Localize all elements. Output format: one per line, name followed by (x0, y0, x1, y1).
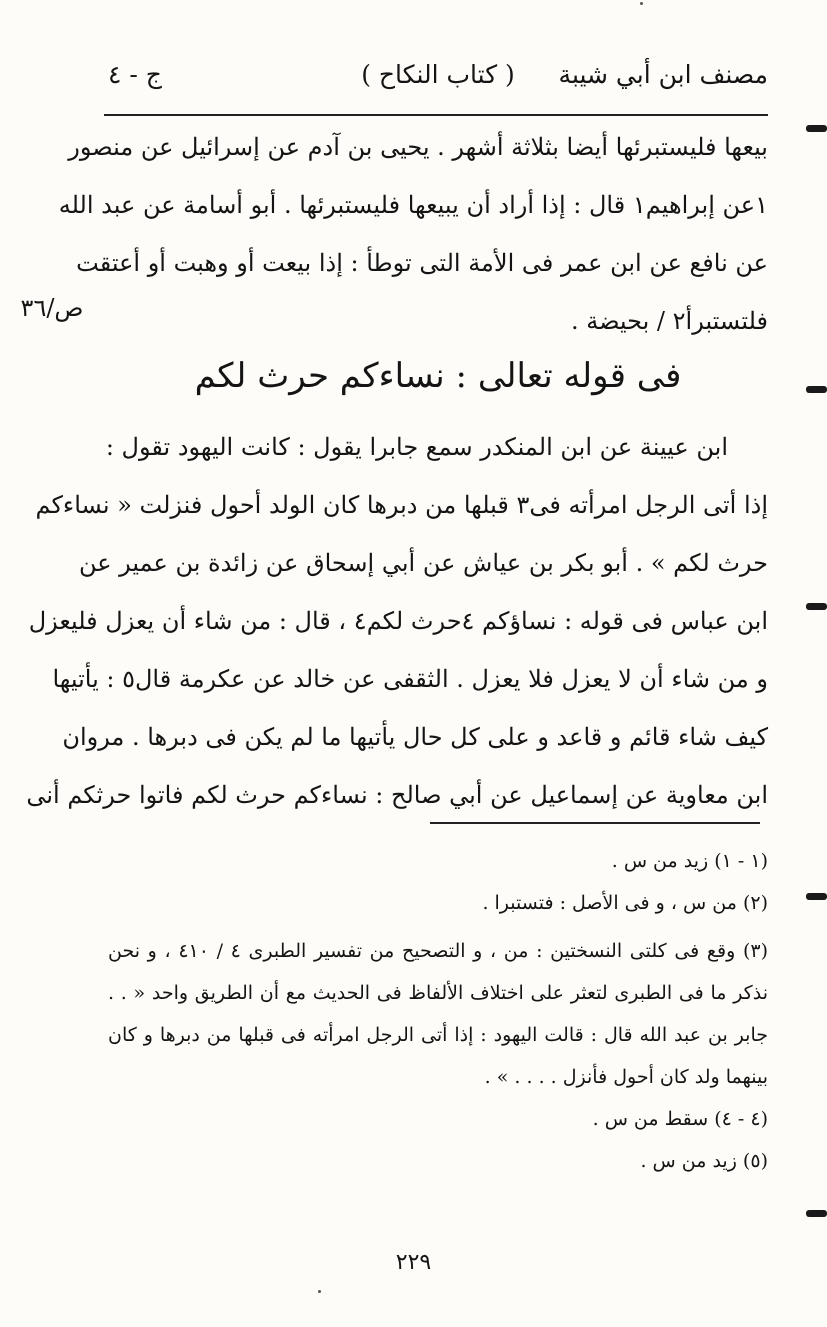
binding-mark (806, 125, 827, 132)
text-line: ١عن إبراهيم١ قال : إذا أراد أن يبيعها فليستبرئها . أبو أسامة عن عبد الله (58, 191, 768, 219)
page-number: ٢٢٩ (395, 1250, 432, 1275)
chapter-title: ( كتاب النكاح ) (361, 60, 515, 89)
footnote-rule (430, 822, 760, 824)
footnote: (٤ - ٤) سقط من س . (592, 1108, 768, 1130)
footnote: جابر بن عبد الله قال : قالت اليهود : إذا أتى الرجل امرأته فى قبلها من دبرها و كان (108, 1024, 768, 1046)
body-paragraph-top (58, 118, 768, 350)
running-header (108, 60, 768, 96)
footnote: (٢) من س ، و فى الأصل : فتستبرا . (482, 892, 768, 914)
text-line: ابن عيينة عن ابن المنكدر سمع جابرا يقول : كانت اليهود تقول : (105, 433, 728, 461)
binding-mark (806, 386, 827, 393)
body-paragraph-main (26, 418, 768, 824)
text-line: ابن معاوية عن إسماعيل عن أبي صالح : نساءكم حرث لكم فاتوا حرثكم أنى (26, 781, 768, 809)
binding-mark (806, 893, 827, 900)
text-line: بيعها فليستبرئها أيضا بثلاثة أشهر . يحيى بن آدم عن إسرائيل عن منصور (68, 133, 768, 161)
text-line: ابن عباس فى قوله : نساؤكم ٤حرث لكم٤ ، قال : من شاء أن يعزل فليعزل (28, 607, 768, 635)
binding-mark (806, 603, 827, 610)
text-line: فلتستبرأ٢ / بحيضة . (570, 307, 768, 335)
text-line: حرث لكم » . أبو بكر بن عياش عن أبي إسحاق عن زائدة بن عمير عن (78, 549, 768, 577)
binding-mark (806, 1210, 827, 1217)
margin-page-reference: ص/٣٦ (20, 294, 84, 322)
text-line: كيف شاء قائم و قاعد و على كل حال يأتيها ما لم يكن فى دبرها . مروان (62, 723, 768, 751)
paper-speck (318, 1290, 321, 1293)
header-rule (104, 114, 768, 116)
footnote: (١ - ١) زيد من س . (611, 850, 768, 872)
footnote: بينهما ولد كان أحول فأنزل . . . . » . (484, 1066, 768, 1088)
volume-label: ج - ٤ (108, 60, 162, 89)
book-title: مصنف ابن أبي شيبة (558, 60, 768, 89)
paper-speck (640, 2, 643, 5)
text-line: عن نافع عن ابن عمر فى الأمة التى توطأ : إذا بيعت أو وهبت أو أعتقت (76, 249, 768, 277)
section-heading: فى قوله تعالى : نساءكم حرث لكم (194, 356, 682, 396)
footnote: (٥) زيد من س . (640, 1150, 768, 1172)
text-line: إذا أتى الرجل امرأته فى٣ قبلها من دبرها كان الولد أحول فنزلت « نساءكم (35, 491, 768, 519)
text-line: و من شاء أن لا يعزل فلا يعزل . الثقفى عن خالد عن عكرمة قال٥ : يأتيها (52, 665, 768, 693)
footnotes (108, 840, 768, 1182)
footnote: نذكر ما فى الطبرى لتعثر على اختلاف الألفاظ فى الحديث مع أن الطريق واحد « . . (108, 982, 768, 1004)
footnote: (٣) وقع فى كلتى النسختين : من ، و التصحيح من تفسير الطبرى ٤ / ٤١٠ ، و نحن (108, 940, 769, 962)
